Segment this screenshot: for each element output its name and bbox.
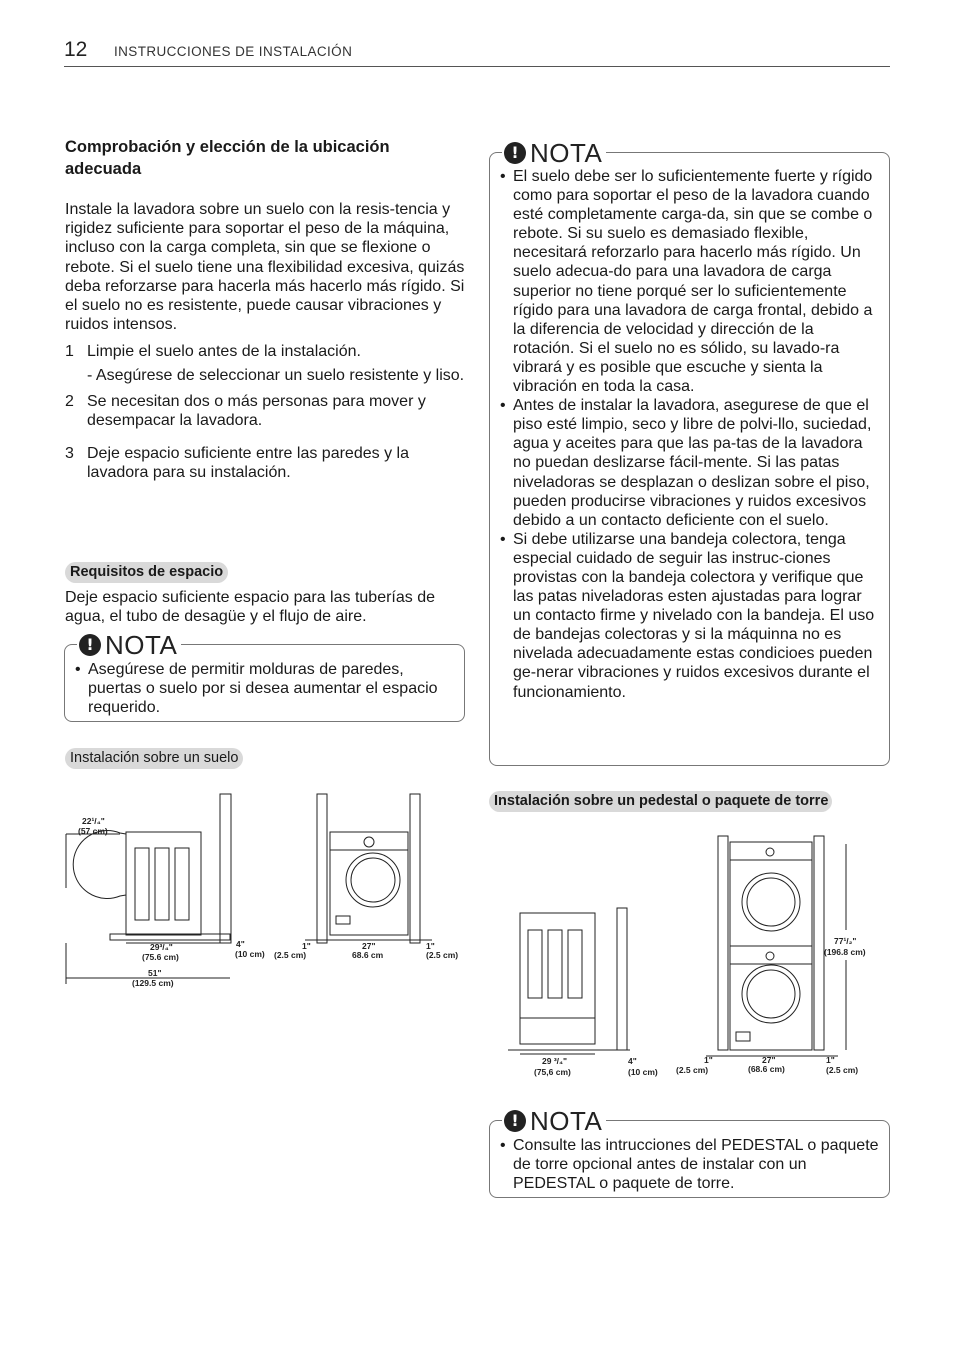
note-item: • Antes de instalar la lavadora, asegurese de que el piso esté limpio, seco y libre de polvi-llo, suciedad, agua y aceites para que las pa-tas de la lavadora no puedan deslizarse fácil-mente. Si las patas niveladoras se desplazan o deslizan sobre el piso, pueden producirse vibraciones y ruidos excesivos debido a un contacto deficiente con el suelo. <box>499 396 877 530</box>
panel <box>548 930 562 998</box>
pedestal-install-diagram <box>500 830 890 1080</box>
dim-label: (2.5 cm) <box>676 1065 709 1075</box>
dim-label: (2.5 cm) <box>426 950 459 960</box>
dryer-front <box>730 842 812 946</box>
note-title: NOTA <box>105 630 178 660</box>
panel <box>175 848 189 920</box>
dim-label: 51" <box>148 968 162 978</box>
wall <box>317 794 327 943</box>
dim-label: (75.6 cm) <box>142 952 179 962</box>
panel <box>528 930 542 998</box>
note-list <box>499 1136 879 1193</box>
step-1 <box>65 342 465 361</box>
pedestal-section <box>489 791 832 812</box>
dim-label: (68.6 cm) <box>748 1064 785 1074</box>
step-text: Limpie el suelo antes de la instalación. <box>87 343 361 361</box>
dim-label: 27" <box>762 1055 776 1065</box>
note-heading <box>77 631 181 659</box>
panel <box>568 930 582 998</box>
floor-label: Instalación sobre un suelo <box>65 748 243 769</box>
note-item: • El suelo debe ser lo suficientemente fuerte y rígido como para soportar el peso de la lavadora cuando esté completamente carga-da, sin que se combe o rebote. Si su suelo es demasiado flexible, necesitará reforzarlo para hacerlo más rígido. Un suelo adecua-do para una lavadora de carga superior no tiene porqué ser lo suficientemente rígido para una lavadora de carga frontal, debido a la diferencia de velocidad y dirección de la rotación. Si el suelo no es sólido, su lavado-ra vibrará y es posible que escuche y sienta la vibración en toda la casa. <box>499 167 877 396</box>
note-pedestal <box>489 1106 890 1198</box>
dim-label: (129.5 cm) <box>132 978 174 988</box>
knob <box>766 848 774 856</box>
wall <box>617 908 627 1050</box>
step-2 <box>65 392 465 430</box>
step-text: Se necesitan dos o más personas para mover y desempacar la lavadora. <box>87 392 426 430</box>
wall <box>410 794 420 943</box>
note-item: • Asegúrese de permitir molduras de paredes, puertas o suelo por si desea aumentar el espacio requerido. <box>74 660 454 717</box>
dim-label: 29³/₄" <box>150 942 173 952</box>
dim-label: 1" <box>704 1055 713 1065</box>
exclamation-icon: ! <box>504 142 526 164</box>
note-item: • Consulte las intrucciones del PEDESTAL o paquete de torre opcional antes de instalar con un PEDESTAL o paquete de torre. <box>499 1136 879 1193</box>
note-list <box>74 660 454 717</box>
door <box>742 965 800 1023</box>
location-heading: Comprobación y elección de la ubicación adecuada <box>65 138 390 178</box>
exclamation-icon: ! <box>504 1110 526 1132</box>
page-number: 12 <box>64 38 88 61</box>
note-item: • Si debe utilizarse una bandeja colectora, tenga especial cuidado de seguir las instruc-ciones provistas con la bandeja colectora y verifique que las patas niveladoras esten ajustadas para lograr un contacto firme y nivelado con la bandeja. El uso de bandejas colectoras y si la máquinna no es nivelada adecuadamente estas condicioes pueden ge-nerar vibraciones y ruidos excesivos durante el funcionamiento. <box>499 530 877 702</box>
space-text: Deje espacio suficiente espacio para las tuberías de agua, el tubo de desagüe y el flujo de aire. <box>65 589 435 626</box>
door-outline <box>73 831 126 899</box>
floor-install-diagram <box>60 788 480 998</box>
dim-label: 27" <box>362 941 376 951</box>
wall <box>814 836 824 1050</box>
step-number: 1 <box>65 343 74 361</box>
dim-label: (10 cm) <box>628 1067 658 1077</box>
step-1-sub: - Asegúrese de seleccionar un suelo resistente y liso. <box>87 366 465 384</box>
note-heading <box>502 1107 606 1135</box>
dim-label: 77¹/₂" <box>834 936 857 946</box>
dim-label: (2.5 cm) <box>274 950 307 960</box>
dim-label: 68.6 cm <box>352 950 384 960</box>
dim-label: 4" <box>236 939 245 949</box>
door <box>346 853 400 907</box>
dim-label: (196.8 cm) <box>824 947 866 957</box>
step-number: 2 <box>65 392 74 410</box>
floor-section <box>65 748 243 769</box>
washer-side <box>520 913 595 1018</box>
space-section <box>65 562 465 626</box>
wall <box>718 836 728 1050</box>
location-intro: Instale la lavadora sobre un suelo con la resis-tencia y rigidez suficiente para soportar el peso de la máquina, incluso con la carga completa, sin que se flexione o rebote. Si el suelo tiene una flexibilidad excesiva, quizás deba reforzarse para hacerla más hacerlo más rígido. Si el suelo no es resistente, puede causar vibraciones y ruidos intensos. <box>65 201 465 334</box>
panel <box>135 848 149 920</box>
wall <box>220 794 231 943</box>
note-list <box>499 167 877 702</box>
note-heading <box>502 139 606 167</box>
dim-label: (57 cm) <box>78 826 108 836</box>
pedestal-label: Instalación sobre un pedestal o paquete de torre <box>489 791 832 812</box>
note-main <box>489 138 890 766</box>
page-header <box>64 38 890 67</box>
step-3 <box>65 444 465 482</box>
pedestal <box>520 1018 595 1044</box>
knob <box>766 952 774 960</box>
step-text: Deje espacio suficiente entre las paredes y la lavadora para su instalación. <box>87 445 409 482</box>
step-number: 3 <box>65 445 74 463</box>
dim-label: 29 ³/₄" <box>542 1056 568 1066</box>
dim-label: 1" <box>302 941 311 951</box>
dim-label: (2.5 cm) <box>826 1065 859 1075</box>
knob <box>364 837 374 847</box>
location-section <box>65 136 465 483</box>
panel <box>155 848 169 920</box>
dim-label: 4" <box>628 1056 637 1066</box>
dim-label: 1" <box>826 1055 835 1065</box>
space-label: Requisitos de espacio <box>65 562 228 583</box>
dim-label: (10 cm) <box>235 949 265 959</box>
door <box>742 873 800 931</box>
note-title: NOTA <box>530 1106 603 1136</box>
note-title: NOTA <box>530 138 603 168</box>
note-small <box>64 630 465 722</box>
dim-label: 22¹/₄" <box>82 816 105 826</box>
dim-label: 1" <box>426 941 435 951</box>
section-title: INSTRUCCIONES DE INSTALACIÓN <box>114 44 353 59</box>
exclamation-icon: ! <box>79 634 101 656</box>
dim-label: (75,6 cm) <box>534 1067 571 1077</box>
